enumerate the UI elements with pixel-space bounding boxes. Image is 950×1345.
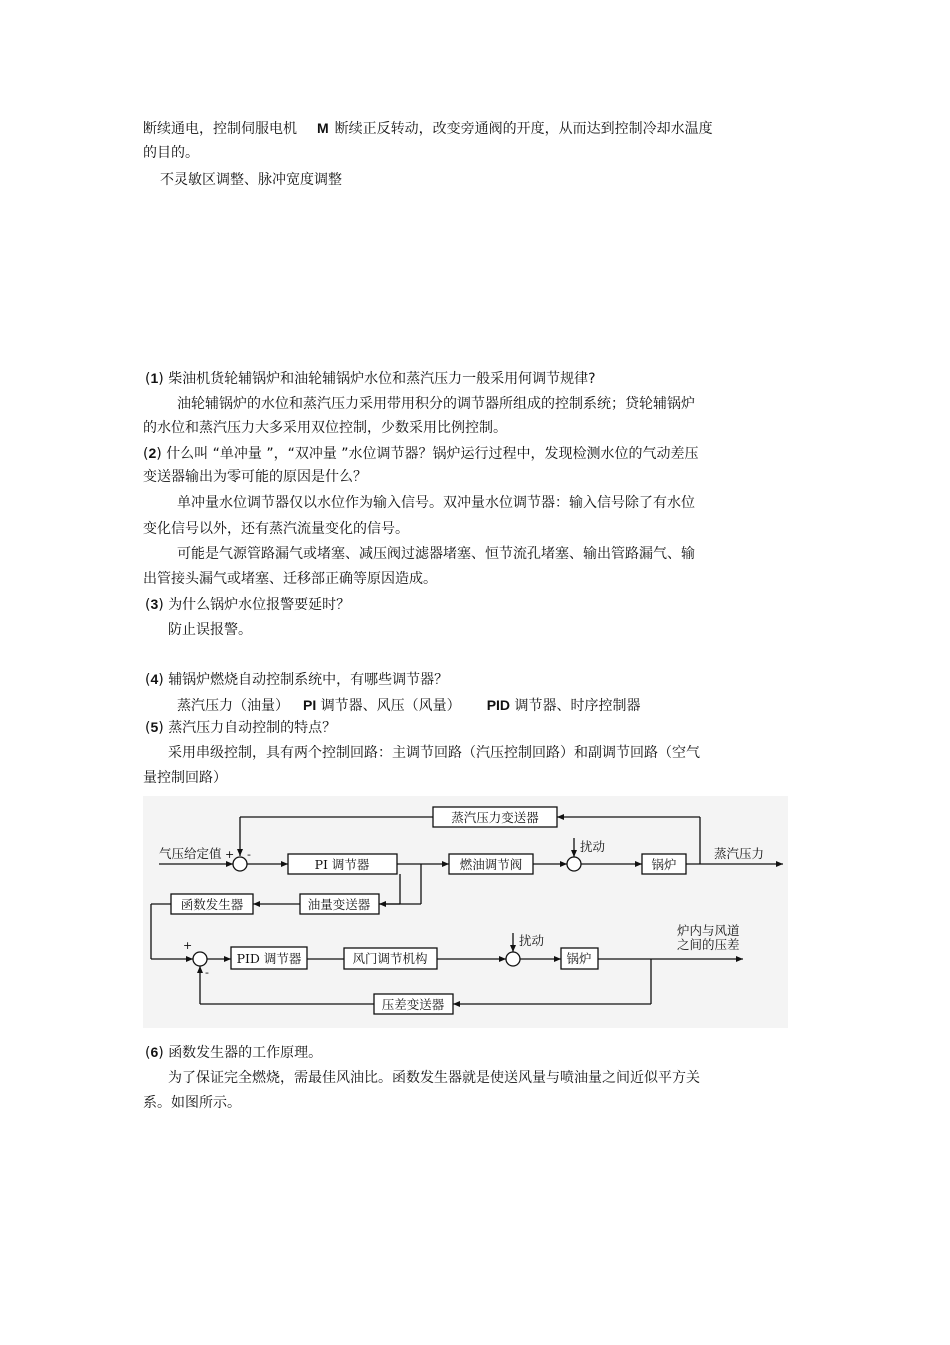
answer-4: 蒸汽压力（油量） PI 调节器、风压（风量） PID 调节器、时序控制器 — [177, 697, 641, 714]
disturbance-label-1: 扰动 — [580, 839, 606, 854]
intro-line-2: 的目的。 — [143, 145, 199, 161]
question-number: 1 — [150, 370, 159, 386]
intro-line-1: 断续通电，控制伺服电机 M 断续正反转动，改变旁通阀的开度，从而达到控制冷却水温度 — [143, 120, 713, 137]
question-4: (4) 辅锅炉燃烧自动控制系统中，有哪些调节器？ — [145, 671, 449, 688]
fuel-valve-label: 燃油调节阀 — [459, 857, 523, 872]
minus-sign: - — [205, 966, 209, 979]
pid-controller-label: PID 调节器 — [236, 951, 302, 966]
question-number: 5 — [150, 719, 159, 735]
summing-junction-3 — [193, 952, 207, 966]
summing-junction-2 — [567, 857, 581, 871]
answer-2-line-3: 可能是气源管路漏气或堵塞、减压阀过滤器堵塞、恒节流孔堵塞、输出管路漏气、输 — [177, 546, 695, 562]
question-3: (3) 为什么锅炉水位报警要延时？ — [145, 596, 351, 613]
question-1: (1) 柴油机货轮辅锅炉和油轮辅锅炉水位和蒸汽压力一般采用何调节规律? — [145, 370, 596, 387]
disturbance-label-2: 扰动 — [519, 933, 545, 948]
answer-3: 防止误报警。 — [168, 622, 252, 638]
plus-sign: + — [183, 939, 193, 952]
furnace-dp-label-line-1: 炉内与风道 — [677, 923, 740, 938]
answer-6-line-2: 系。如图所示。 — [143, 1095, 241, 1111]
cascade-control-diagram — [143, 796, 788, 1028]
boiler-label-1: 锅炉 — [651, 857, 677, 872]
answer-2-line-1: 单冲量水位调节器仅以水位作为输入信号。双冲量水位调节器：输入信号除了有水位 — [177, 495, 695, 511]
dp-transmitter-label: 压差变送器 — [381, 997, 445, 1012]
question-number: 3 — [150, 596, 159, 612]
pi-controller-label: PI 调节器 — [314, 857, 370, 872]
question-number: 2 — [148, 445, 157, 461]
answer-6-line-1: 为了保证完全燃烧，需最佳风油比。函数发生器就是使送风量与喷油量之间近似平方关 — [168, 1070, 700, 1086]
answer-5-line-1: 采用串级控制，具有两个控制回路：主调节回路（汽压控制回路）和副调节回路（空气 — [168, 745, 700, 761]
summing-junction-4 — [506, 952, 520, 966]
damper-mechanism-label: 风门调节机构 — [352, 951, 428, 966]
question-number: 4 — [150, 671, 159, 687]
plus-sign: + — [225, 848, 235, 861]
answer-5-line-2: 量控制回路） — [143, 770, 227, 786]
question-2-line-2: 变送器输出为零可能的原因是什么？ — [143, 469, 367, 485]
answer-1-line-1: 油轮辅锅炉的水位和蒸汽压力采用带用积分的调节器所组成的控制系统；贷轮辅锅炉 — [177, 396, 695, 412]
answer-2-line-2: 变化信号以外，还有蒸汽流量变化的信号。 — [143, 521, 409, 537]
oil-transmitter-label: 油量变送器 — [307, 897, 371, 912]
intro-line-3: 不灵敏区调整、脉冲宽度调整 — [160, 172, 342, 188]
air-loop — [151, 894, 743, 1014]
summing-junction-1 — [233, 857, 247, 871]
steam-pressure-transmitter-label: 蒸汽压力变送器 — [451, 810, 539, 825]
question-5: (5) 蒸汽压力自动控制的特点？ — [145, 719, 337, 736]
answer-1-line-2: 的水位和蒸汽压力大多采用双位控制，少数采用比例控制。 — [143, 420, 507, 436]
function-generator-label: 函数发生器 — [180, 897, 244, 912]
question-2: (2) 什么叫 “单冲量 ”，“双冲量 ”水位调节器？锅炉运行过程中，发现检测水位的气动差压 — [143, 445, 699, 462]
pressure-setpoint-label: 气压给定值 — [159, 846, 222, 861]
steam-pressure-output-label: 蒸汽压力 — [714, 846, 765, 861]
furnace-dp-label-line-2: 之间的压差 — [677, 937, 740, 952]
question-6: (6) 函数发生器的工作原理。 — [145, 1044, 323, 1061]
minus-sign: - — [247, 848, 251, 861]
question-number: 6 — [150, 1044, 159, 1060]
answer-2-line-4: 出管接头漏气或堵塞、迁移部正确等原因造成。 — [143, 571, 437, 587]
boiler-label-2: 锅炉 — [566, 951, 592, 966]
